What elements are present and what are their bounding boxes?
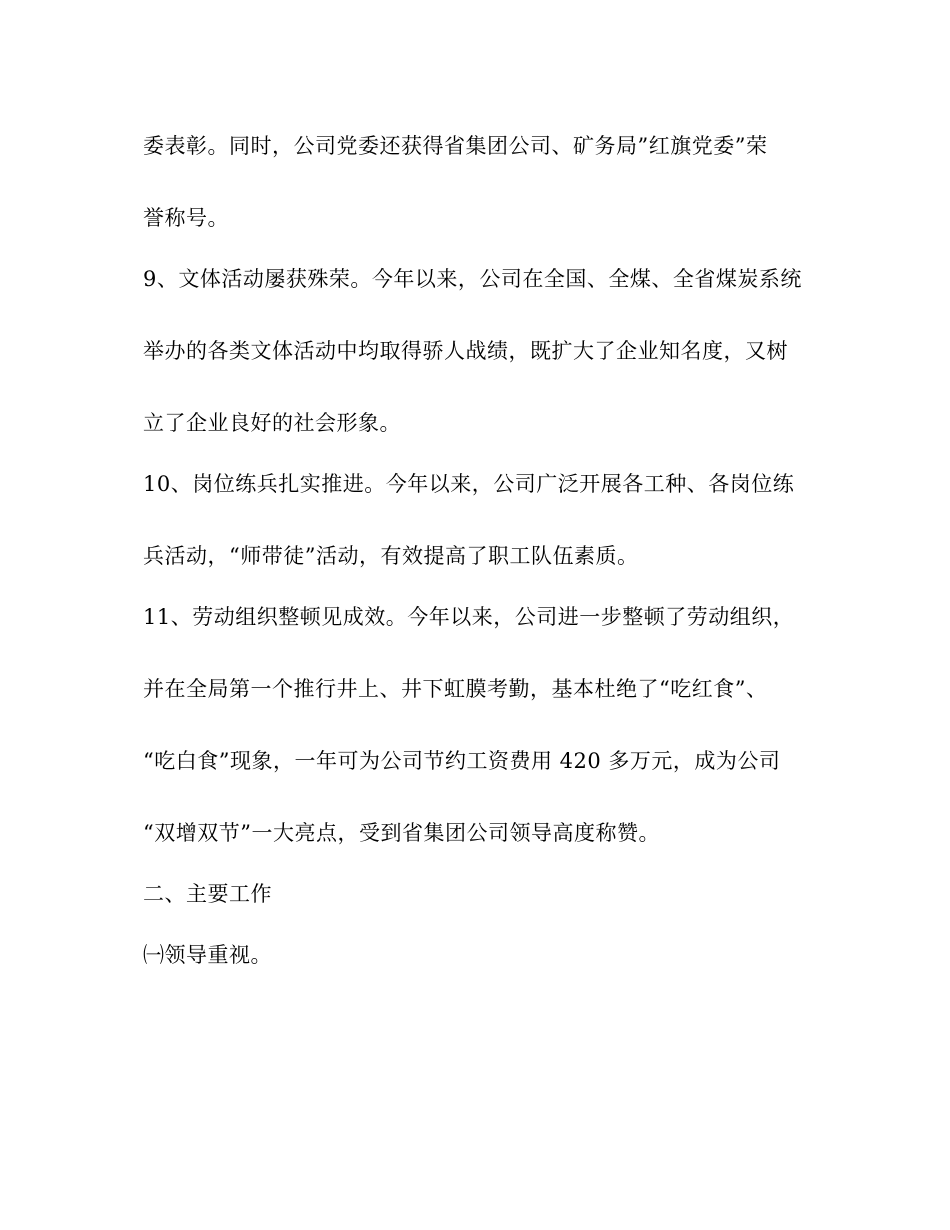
subsection-heading: ㈠领导重视。 — [143, 943, 272, 967]
paragraph-line: 立了企业良好的社会形象。 — [143, 411, 401, 435]
paragraph-line: 誉称号。 — [143, 206, 229, 230]
paragraph-line: 举办的各类文体活动中均取得骄人战绩，既扩大了企业知名度，又树 — [143, 339, 788, 363]
list-item-11-line: 11、劳动组织整顿见成效。今年以来，公司进一步整顿了劳动组织， — [143, 605, 795, 629]
paragraph-line: 兵活动，“师带徒”活动，有效提高了职工队伍素质。 — [143, 544, 639, 568]
paragraph-line: 委表彰。同时，公司党委还获得省集团公司、矿务局”红旗党委”荣 — [143, 134, 768, 158]
list-item-9-line: 9、文体活动屡获殊荣。今年以来，公司在全国、全煤、全省煤炭系统 — [143, 267, 802, 291]
section-heading: 二、主要工作 — [143, 882, 272, 906]
paragraph-line: 并在全局第一个推行井上、井下虹膜考勤，基本杜绝了“吃红食”、 — [143, 677, 768, 701]
paragraph-line: “吃白食”现象，一年可为公司节约工资费用 420 多万元，成为公司 — [143, 749, 781, 773]
paragraph-line: “双增双节”一大亮点，受到省集团公司领导高度称赞。 — [143, 821, 660, 845]
list-item-10-line: 10、岗位练兵扎实推进。今年以来，公司广泛开展各工种、各岗位练 — [143, 472, 795, 496]
